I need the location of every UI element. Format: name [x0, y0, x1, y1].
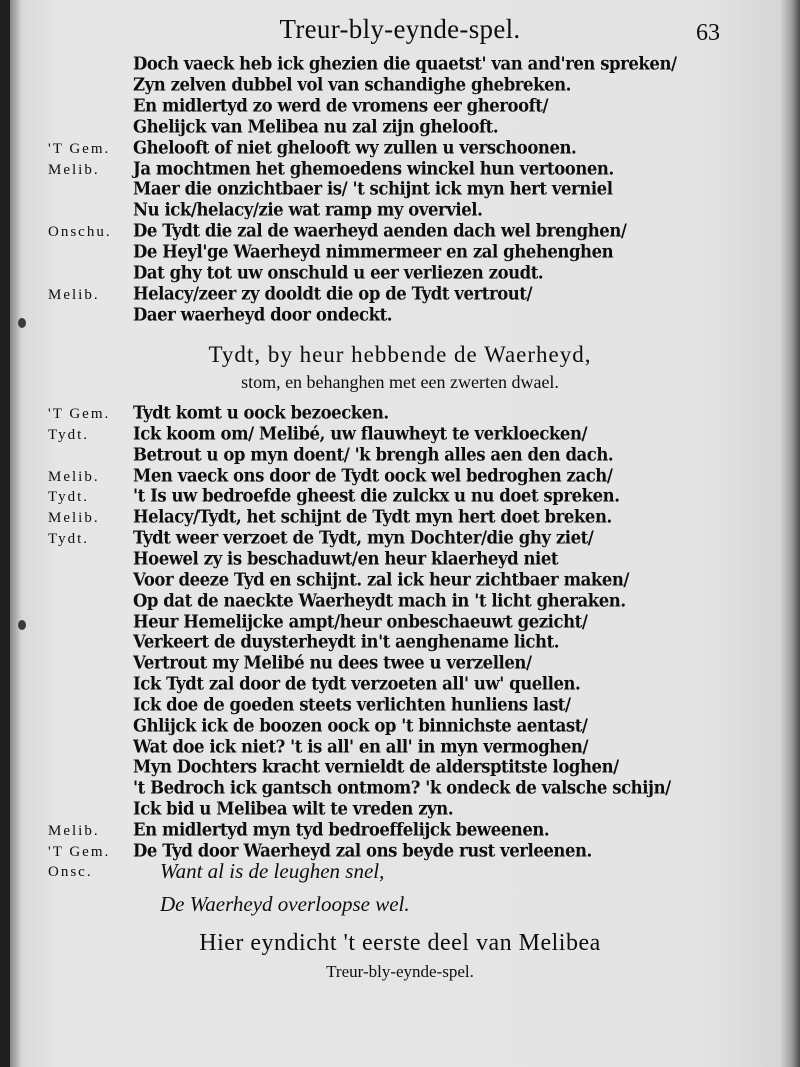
verse-text: Maer die onzichtbaer is/ 't schijnt ick myn hert verniel: [133, 179, 613, 200]
speaker-label: Melib.: [48, 468, 100, 485]
speaker-label: 'T Gem.: [48, 406, 111, 422]
verse-text: Ick Tydt zal door de tydt verzoeten all' uw' quellen.: [133, 674, 581, 694]
verse-line: [0, 507, 800, 528]
verse-text: Ghelooft of niet ghelooft wy zullen u verschoonen.: [133, 137, 577, 158]
running-head: Treur-bly-eynde-spel.: [279, 14, 521, 44]
verse-text: 't Bedroch ick gantsch ontmom? 'k ondeck de valsche schijn/: [133, 778, 671, 799]
verse-text: Doch vaeck heb ick ghezien die quaetst' van and'ren spreken/: [133, 54, 677, 74]
onsc-line-1: [0, 861, 800, 882]
verse-text: Myn Dochters kracht vernieldt de aldersptitste loghen/: [133, 757, 619, 778]
verse-line: [0, 466, 800, 487]
verse-text: Vertrout my Melibé nu dees twee u verzellen/: [133, 653, 532, 674]
verse-line: [0, 612, 800, 633]
verse-text: Ghlijck ick de boozen oock op 't binnichste aentast/: [133, 715, 588, 736]
verse-line: [0, 841, 800, 862]
verse-line: [0, 75, 800, 96]
verse-line: [0, 674, 800, 695]
verse-text: De Tydt die zal de waerheyd aenden dach wel brenghen/: [133, 221, 627, 242]
verse-line: [0, 799, 800, 820]
verse-text: Hoewel zy is beschaduwt/en heur klaerheyd niet: [133, 548, 559, 569]
page-number: 63: [696, 20, 720, 46]
speaker-label: 'T Gem.: [48, 843, 111, 860]
verse-line: [0, 778, 800, 799]
verse-line: [0, 138, 800, 159]
verse-line: [0, 757, 800, 778]
verse-line: [0, 591, 800, 612]
verse-line: [0, 179, 800, 200]
verse-text: 't Is uw bedroefde gheest die zulckx u nu doet spreken.: [133, 486, 620, 507]
speaker-label: Melib.: [48, 286, 100, 303]
verse-line: [0, 221, 800, 242]
verse-line: [0, 486, 800, 507]
verse-line: [0, 549, 800, 570]
verse-text: Voor deeze Tyd en schijnt. zal ick heur zichtbaer maken/: [133, 569, 629, 590]
speaker-label: Onschu.: [48, 224, 112, 241]
verse-text: Zyn zelven dubbel vol van schandighe ghebreken.: [133, 74, 571, 95]
verse-line: [0, 263, 800, 284]
verse-line: [0, 284, 800, 305]
verse-line: [0, 528, 800, 549]
speaker-label: Melib.: [48, 161, 100, 178]
colophon-title: Hier eyndicht 't eerste deel van Melibea: [199, 930, 601, 956]
verse-line: [0, 632, 800, 653]
verse-text: Ja mochtmen het ghemoedens winckel hun vertoonen.: [133, 158, 614, 179]
verse-text: Helacy/zeer zy dooldt die op de Tydt vertrout/: [133, 283, 533, 304]
verse-line: [0, 96, 800, 117]
speaker-label: Tydt.: [48, 531, 90, 548]
stage-direction-subtext: stom, en behanghen met een zwerten dwael.: [241, 372, 559, 392]
verse-line: [0, 54, 800, 75]
verse-text: De Heyl'ge Waerheyd nimmermeer en zal ghehenghen: [133, 242, 614, 263]
verse-line: [0, 695, 800, 716]
verse-text: Verkeert de duysterheydt in't aenghename licht.: [133, 632, 560, 653]
colophon-subtitle: Treur-bly-eynde-spel.: [326, 962, 474, 981]
speaker-label: 'T Gem.: [48, 140, 111, 157]
speaker-label: Melib.: [48, 823, 100, 839]
verse-text: Ick doe de goeden steets verlichten hunliens last/: [133, 694, 571, 715]
verse-text: En midlertyd zo werd de vromens eer gherooft/: [133, 95, 549, 116]
verse-line: [0, 242, 800, 263]
speaker-label: Onsc.: [48, 864, 93, 880]
verse-line: [0, 570, 800, 591]
verse-line: [0, 159, 800, 180]
speaker-label: Melib.: [48, 510, 100, 527]
verse-line: [0, 445, 800, 466]
verse-text: Ick bid u Melibea wilt te vreden zyn.: [133, 799, 454, 820]
verse-line: [0, 403, 800, 424]
verse-text: De Tyd door Waerheyd zal ons beyde rust verleenen.: [133, 840, 592, 861]
stage-direction-heading: Tydt, by heur hebbende de Waerheyd,: [208, 342, 592, 367]
verse-text: Helacy/Tydt, het schijnt de Tydt myn hert doet breken.: [133, 507, 612, 528]
verse-line: [0, 716, 800, 737]
verse-text: Wat doe ick niet? 't is all' en all' in myn vermoghen/: [133, 736, 589, 757]
verse-line: [0, 305, 800, 326]
onsc-line-2: [0, 894, 800, 915]
italic-verse: De Waerheyd overloopse wel.: [160, 892, 410, 916]
verse-text: En midlertyd myn tyd bedroeffelijck beweenen.: [133, 820, 550, 840]
verse-text: Daer waerheyd door ondeckt.: [133, 304, 393, 325]
speaker-label: Tydt.: [48, 426, 90, 443]
verse-text: Op dat de naeckte Waerheydt mach in 't licht gheraken.: [133, 590, 626, 611]
verse-text: Dat ghy tot uw onschuld u eer verliezen zoudt.: [133, 263, 544, 283]
speaker-label: Tydt.: [48, 489, 90, 506]
verse-line: [0, 117, 800, 138]
verse-text: Heur Hemelijcke ampt/heur onbeschaeuwt gezicht/: [133, 611, 588, 632]
verse-text: Nu ick/helacy/zie wat ramp my overviel.: [133, 200, 483, 221]
verse-line: [0, 820, 800, 841]
verse-line: [0, 653, 800, 674]
verse-text: Betrout u op myn doent/ 'k brengh alles aen den dach.: [133, 444, 614, 465]
verse-text: Tydt weer verzoet de Tydt, myn Dochter/die ghy ziet/: [133, 528, 594, 549]
verse-text: Men vaeck ons door de Tydt oock wel bedroghen zach/: [133, 465, 613, 486]
verse-text: Ghelijck van Melibea nu zal zijn ghelooft.: [133, 116, 499, 137]
verse-line: [0, 424, 800, 445]
italic-verse: Want al is de leughen snel,: [160, 859, 385, 883]
verse-line: [0, 737, 800, 758]
verse-line: [0, 200, 800, 221]
verse-text: Tydt komt u oock bezoecken.: [133, 403, 389, 423]
verse-text: Ick koom om/ Melibé, uw flauwheyt te verkloecken/: [133, 423, 588, 444]
